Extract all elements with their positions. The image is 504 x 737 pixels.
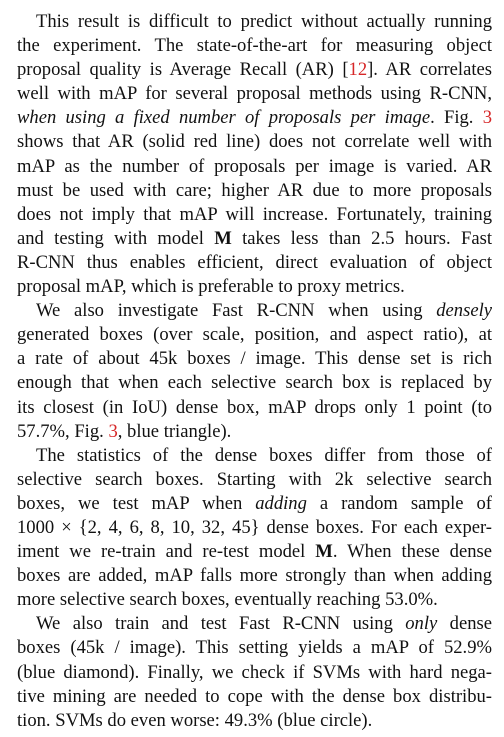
text-run: (blue diamond). Finally, we check if SVMs with hard nega- xyxy=(17,661,492,683)
text-line xyxy=(17,34,492,58)
text-line xyxy=(17,396,492,420)
text-run: enough that when each selective search box is replaced by xyxy=(17,372,492,394)
text-run: generated boxes (over scale, position, and aspect ratio), at xyxy=(17,324,492,346)
text-line xyxy=(17,155,492,179)
text-run: more selective search boxes, eventually reaching 53.0%. xyxy=(17,589,438,611)
text-line xyxy=(17,299,492,323)
citation-link[interactable]: 12 xyxy=(348,59,368,81)
text-line xyxy=(17,10,492,34)
text-run: proposal mAP, which is preferable to proxy metrics. xyxy=(17,276,405,298)
emphasis-text: densely xyxy=(436,300,492,322)
text-run: shows that AR (solid red line) does not correlate well with xyxy=(17,131,492,153)
emphasis-text: adding xyxy=(255,492,307,514)
text-line xyxy=(17,106,492,130)
text-run: We also train and test Fast R-CNN using xyxy=(36,613,406,635)
paragraph-dense-boxes xyxy=(17,299,492,444)
text-line xyxy=(17,179,492,203)
text-run: a random sample of xyxy=(306,492,492,514)
text-run: tion. SVMs do even worse: 49.3% (blue circle). xyxy=(17,709,373,731)
text-line xyxy=(17,492,492,516)
text-line xyxy=(17,58,492,82)
text-run: boxes are added, mAP falls more strongly than when adding xyxy=(17,565,492,587)
text-line xyxy=(17,420,492,444)
text-line xyxy=(17,275,492,299)
text-line xyxy=(17,130,492,154)
text-run: ]. AR correlates xyxy=(367,59,493,81)
text-line xyxy=(17,82,492,106)
text-run: proposal quality is Average Recall (AR) [ xyxy=(17,59,349,81)
text-run: does not imply that mAP will increase. Fortunately, training xyxy=(17,203,492,225)
text-run: well with mAP for several proposal methods using R-CNN, xyxy=(17,83,492,105)
text-run: tive mining are needed to cope with the dense box distribu- xyxy=(17,685,492,707)
text-line xyxy=(17,251,492,275)
text-run: boxes (45k / image). This setting yields a mAP of 52.9% xyxy=(17,637,492,659)
text-line xyxy=(17,516,492,540)
text-line xyxy=(17,540,492,564)
text-run: takes less than 2.5 hours. Fast xyxy=(231,227,493,249)
citation-link[interactable]: 3 xyxy=(108,420,118,442)
text-line xyxy=(17,468,492,492)
text-line xyxy=(17,564,492,588)
text-run: . Fig. xyxy=(430,107,483,129)
text-run: dense xyxy=(437,613,492,635)
bold-text: M xyxy=(214,227,232,249)
text-run: must be used with care; higher AR due to more proposals xyxy=(17,179,492,201)
text-run: and testing with model xyxy=(17,227,215,249)
text-run: the experiment. The state-of-the-art for measuring object xyxy=(17,35,492,57)
text-run: iment we re-train and re-test model xyxy=(17,541,316,563)
text-line xyxy=(17,661,492,685)
paper-body xyxy=(17,10,492,733)
citation-link[interactable]: 3 xyxy=(482,107,492,129)
text-run: , blue triangle). xyxy=(117,420,232,442)
text-line xyxy=(17,227,492,251)
text-run: . When these dense xyxy=(332,541,492,563)
text-line xyxy=(17,323,492,347)
text-line xyxy=(17,709,492,733)
text-run: 57.7%, Fig. xyxy=(17,420,109,442)
text-run: its closest (in IoU) dense box, mAP drops only 1 point (to xyxy=(17,396,492,418)
text-run: The statistics of the dense boxes differ from those of xyxy=(36,444,492,466)
text-run: selective search boxes. Starting with 2k selective search xyxy=(17,468,492,490)
bold-text: M xyxy=(315,541,333,563)
paragraph-dense-statistics xyxy=(17,444,492,613)
text-run: This result is difficult to predict without actually running xyxy=(36,11,492,32)
text-line xyxy=(17,444,492,468)
text-line xyxy=(17,636,492,660)
text-line xyxy=(17,203,492,227)
paragraph-ar-correlation xyxy=(17,10,492,299)
text-line xyxy=(17,685,492,709)
text-run: 1000 × {2, 4, 6, 8, 10, 32, 45} dense boxes. For each exper- xyxy=(17,516,492,538)
text-line xyxy=(17,347,492,371)
text-run: R-CNN thus enables efficient, direct evaluation of object xyxy=(17,251,492,273)
paragraph-only-dense xyxy=(17,612,492,732)
text-run: boxes, we test mAP when xyxy=(17,492,256,514)
text-line xyxy=(17,612,492,636)
text-line xyxy=(17,371,492,395)
emphasis-text: when using a fixed number of proposals per image xyxy=(17,107,431,129)
emphasis-text: only xyxy=(405,613,438,635)
text-run: We also investigate Fast R-CNN when using xyxy=(36,300,437,322)
text-run: a rate of about 45k boxes / image. This dense set is rich xyxy=(17,348,492,370)
text-line xyxy=(17,588,492,612)
text-run: mAP as the number of proposals per image is varied. AR xyxy=(17,155,492,177)
